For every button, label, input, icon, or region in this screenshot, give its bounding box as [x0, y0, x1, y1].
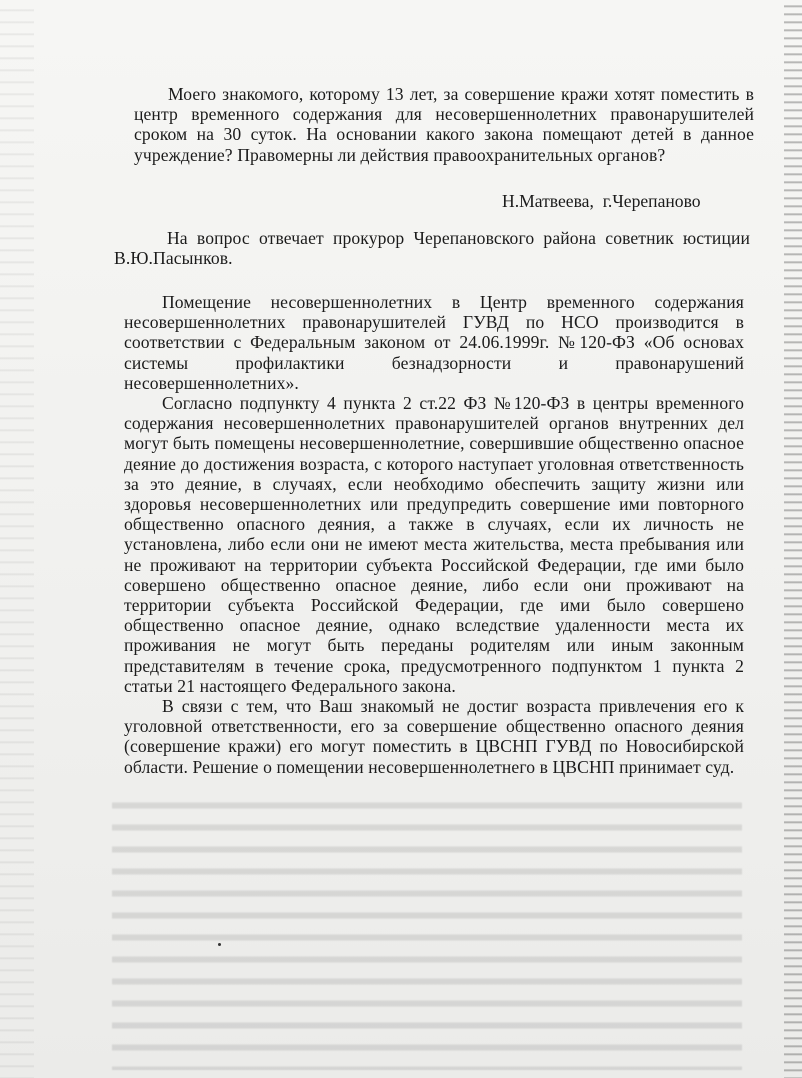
scan-edge-left: [0, 0, 34, 1078]
bleed-through-text: [112, 790, 742, 1070]
answer-paragraph: Согласно подпункту 4 пункта 2 ст.22 ФЗ №120-ФЗ в центры временного содержания несовершеннолетних правонарушителей органов внутренних дел могут быть помещены несовершеннолетние, совершившие общественно опасное деяние до достижения возраста, с которого наступает уголовная ответственность за это деяние, в случаях, если необходимо обеспечить защиту жизни или здоровья несовершеннолетних или предупредить совершение ими повторного общественно опасного деяния, а также в случаях, если их личность не установлена, либо если они не имеют места жительства, места пребывания или не проживают на территории субъекта Российской Федерации, где ими было совершено общественно опасное деяние, либо если они проживают на территории субъекта Российской Федерации, где ими было совершено общественно опасное деяние, однако вследствие удаленности места их проживания не могут быть переданы родителям или иным законным представителям в течение срока, предусмотренного подпунктом 1 пункта 2 статьи 21 настоящего Федерального закона.: [124, 393, 744, 696]
reader-question: Моего знакомого, которому 13 лет, за совершение кражи хотят поместить в центр временного содержания для несовершеннолетних правонарушителей сроком на 30 суток. На основании какого закона помещают детей в данное учреждение? Правомерны ли действия правоохранительных органов?: [134, 84, 754, 165]
question-signature: Н.Матвеева, г.Черепаново: [502, 191, 701, 211]
answer-paragraph: Помещение несовершеннолетних в Центр временного содержания несовершеннолетних правонарушителей ГУВД по НСО производится в соответствии с Федеральным законом от 24.06.1999г. №120-ФЗ «Об основах системы профилактики безнадзорности и правонарушений несовершеннолетних».: [124, 292, 744, 393]
scan-edge-right: [784, 0, 802, 1078]
answer-intro: На вопрос отвечает прокурор Черепановского района советник юстиции В.Ю.Пасынков.: [114, 228, 750, 269]
prosecutor-answer: [124, 292, 744, 777]
dust-speck: [218, 943, 221, 946]
answer-paragraph: В связи с тем, что Ваш знакомый не достиг возраста привлечения его к уголовной ответственности, его за совершение общественно опасного деяния (совершение кражи) его могут поместить в ЦВСНП ГУВД по Новосибирской области. Решение о помещении несовершеннолетнего в ЦВСНП принимает суд.: [124, 696, 744, 777]
